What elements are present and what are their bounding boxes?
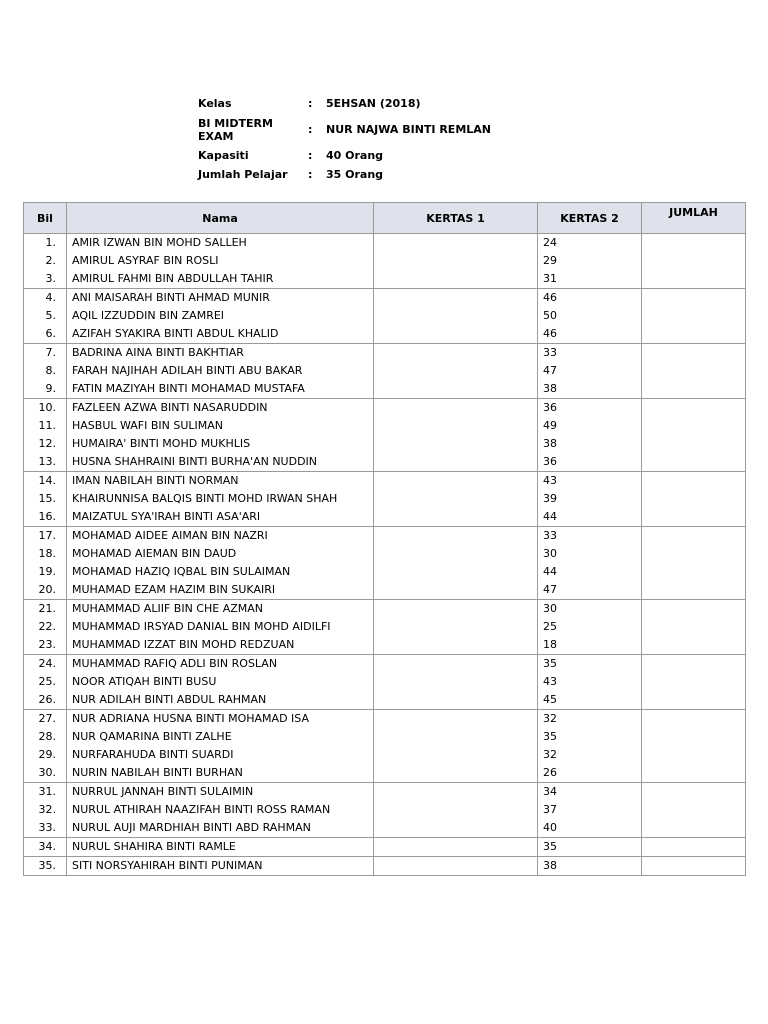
header-kertas2: KERTAS 2 [538, 203, 642, 234]
cell-bil: 16. [24, 508, 67, 527]
cell-nama: FATIN MAZIYAH BINTI MOHAMAD MUSTAFA [67, 380, 374, 399]
cell-nama: AZIFAH SYAKIRA BINTI ABDUL KHALID [67, 325, 374, 344]
marks-table [23, 202, 746, 876]
cell-nama: KHAIRUNNISA BALQIS BINTI MOHD IRWAN SHAH [67, 490, 374, 508]
cell-kertas1 [374, 453, 538, 472]
cell-kertas2: 35 [538, 838, 642, 857]
cell-bil: 12. [24, 435, 67, 453]
cell-nama: HUMAIRA' BINTI MOHD MUKHLIS [67, 435, 374, 453]
table-row [24, 764, 746, 783]
table-row [24, 325, 746, 344]
info-row-jumlah-pelajar [198, 165, 491, 184]
table-row [24, 270, 746, 289]
cell-nama: NURIN NABILAH BINTI BURHAN [67, 764, 374, 783]
table-row [24, 435, 746, 453]
cell-kertas1 [374, 435, 538, 453]
jumlah-pelajar-value: 35 Orang [326, 168, 384, 181]
cell-kertas2: 26 [538, 764, 642, 783]
table-row [24, 362, 746, 380]
cell-jumlah [642, 600, 746, 619]
cell-bil: 29. [24, 746, 67, 764]
cell-jumlah [642, 252, 746, 270]
cell-kertas1 [374, 581, 538, 600]
table-row [24, 307, 746, 325]
cell-kertas1 [374, 545, 538, 563]
cell-kertas2: 46 [538, 289, 642, 308]
cell-nama: SITI NORSYAHIRAH BINTI PUNIMAN [67, 857, 374, 876]
cell-nama: FARAH NAJIHAH ADILAH BINTI ABU BAKAR [67, 362, 374, 380]
cell-jumlah [642, 636, 746, 655]
table-row [24, 728, 746, 746]
cell-kertas2: 18 [538, 636, 642, 655]
cell-kertas2: 45 [538, 691, 642, 710]
table-body [24, 234, 746, 876]
cell-bil: 30. [24, 764, 67, 783]
cell-jumlah [642, 581, 746, 600]
cell-jumlah [642, 325, 746, 344]
cell-nama: NURUL ATHIRAH NAAZIFAH BINTI ROSS RAMAN [67, 801, 374, 819]
cell-kertas1 [374, 399, 538, 418]
cell-kertas1 [374, 691, 538, 710]
cell-bil: 34. [24, 838, 67, 857]
table-row [24, 838, 746, 857]
cell-jumlah [642, 234, 746, 253]
cell-kertas2: 47 [538, 362, 642, 380]
cell-bil: 4. [24, 289, 67, 308]
cell-jumlah [642, 710, 746, 729]
cell-nama: MUHAMAD EZAM HAZIM BIN SUKAIRI [67, 581, 374, 600]
cell-bil: 18. [24, 545, 67, 563]
cell-jumlah [642, 801, 746, 819]
cell-nama: NURRUL JANNAH BINTI SULAIMIN [67, 783, 374, 802]
kelas-value: 5EHSAN (2018) [326, 97, 421, 110]
cell-jumlah [642, 362, 746, 380]
table-row [24, 819, 746, 838]
cell-bil: 20. [24, 581, 67, 600]
cell-bil: 11. [24, 417, 67, 435]
cell-kertas1 [374, 307, 538, 325]
cell-kertas1 [374, 728, 538, 746]
cell-kertas2: 29 [538, 252, 642, 270]
cell-bil: 31. [24, 783, 67, 802]
table-row [24, 600, 746, 619]
exam-label-line2: EXAM [198, 129, 234, 143]
table-row [24, 527, 746, 546]
cell-kertas2: 37 [538, 801, 642, 819]
info-row-kapasiti [198, 146, 491, 165]
cell-nama: NUR ADILAH BINTI ABDUL RAHMAN [67, 691, 374, 710]
exam-label [198, 117, 308, 143]
table-row [24, 252, 746, 270]
table-row [24, 746, 746, 764]
cell-kertas1 [374, 270, 538, 289]
exam-value: NUR NAJWA BINTI REMLAN [326, 123, 491, 136]
cell-jumlah [642, 655, 746, 674]
cell-jumlah [642, 857, 746, 876]
kapasiti-colon: : [308, 149, 313, 162]
class-info [198, 94, 491, 184]
header-kertas1: KERTAS 1 [374, 203, 538, 234]
cell-kertas1 [374, 508, 538, 527]
info-row-kelas [198, 94, 491, 113]
cell-kertas1 [374, 819, 538, 838]
cell-jumlah [642, 490, 746, 508]
cell-bil: 25. [24, 673, 67, 691]
cell-kertas1 [374, 783, 538, 802]
cell-kertas2: 30 [538, 600, 642, 619]
cell-nama: MUHAMMAD IZZAT BIN MOHD REDZUAN [67, 636, 374, 655]
cell-jumlah [642, 453, 746, 472]
cell-kertas1 [374, 490, 538, 508]
cell-nama: AQIL IZZUDDIN BIN ZAMREI [67, 307, 374, 325]
cell-jumlah [642, 563, 746, 581]
table-row [24, 857, 746, 876]
cell-jumlah [642, 472, 746, 491]
cell-bil: 21. [24, 600, 67, 619]
cell-bil: 26. [24, 691, 67, 710]
cell-bil: 13. [24, 453, 67, 472]
table-row [24, 234, 746, 253]
cell-jumlah [642, 270, 746, 289]
cell-bil: 23. [24, 636, 67, 655]
cell-kertas2: 32 [538, 746, 642, 764]
cell-bil: 24. [24, 655, 67, 674]
table-row [24, 472, 746, 491]
table-row [24, 417, 746, 435]
cell-bil: 22. [24, 618, 67, 636]
table-row [24, 508, 746, 527]
cell-bil: 32. [24, 801, 67, 819]
cell-bil: 7. [24, 344, 67, 363]
cell-nama: HUSNA SHAHRAINI BINTI BURHA'AN NUDDIN [67, 453, 374, 472]
cell-kertas2: 38 [538, 857, 642, 876]
info-row-exam [198, 113, 491, 146]
table-row [24, 710, 746, 729]
cell-kertas2: 50 [538, 307, 642, 325]
cell-jumlah [642, 783, 746, 802]
cell-bil: 19. [24, 563, 67, 581]
cell-jumlah [642, 728, 746, 746]
cell-jumlah [642, 764, 746, 783]
table-row [24, 289, 746, 308]
cell-bil: 9. [24, 380, 67, 399]
cell-kertas2: 40 [538, 819, 642, 838]
kelas-label: Kelas [198, 97, 232, 110]
cell-kertas2: 43 [538, 472, 642, 491]
cell-nama: NURUL SHAHIRA BINTI RAMLE [67, 838, 374, 857]
cell-nama: NOOR ATIQAH BINTI BUSU [67, 673, 374, 691]
cell-bil: 27. [24, 710, 67, 729]
cell-jumlah [642, 673, 746, 691]
cell-bil: 8. [24, 362, 67, 380]
cell-jumlah [642, 545, 746, 563]
header-bil: Bil [24, 203, 67, 234]
cell-kertas1 [374, 710, 538, 729]
cell-jumlah [642, 344, 746, 363]
cell-jumlah [642, 399, 746, 418]
cell-kertas1 [374, 417, 538, 435]
kelas-colon: : [308, 97, 313, 110]
cell-kertas1 [374, 563, 538, 581]
cell-kertas1 [374, 380, 538, 399]
cell-nama: MUHAMMAD ALIIF BIN CHE AZMAN [67, 600, 374, 619]
table-row [24, 801, 746, 819]
cell-kertas2: 46 [538, 325, 642, 344]
cell-nama: MOHAMAD HAZIQ IQBAL BIN SULAIMAN [67, 563, 374, 581]
cell-bil: 5. [24, 307, 67, 325]
cell-bil: 10. [24, 399, 67, 418]
cell-jumlah [642, 691, 746, 710]
cell-kertas1 [374, 838, 538, 857]
table-row [24, 563, 746, 581]
cell-kertas2: 38 [538, 380, 642, 399]
table-row [24, 581, 746, 600]
cell-nama: HASBUL WAFI BIN SULIMAN [67, 417, 374, 435]
cell-jumlah [642, 508, 746, 527]
cell-kertas2: 24 [538, 234, 642, 253]
cell-bil: 33. [24, 819, 67, 838]
cell-kertas2: 36 [538, 399, 642, 418]
cell-kertas1 [374, 472, 538, 491]
table-row [24, 380, 746, 399]
cell-nama: ANI MAISARAH BINTI AHMAD MUNIR [67, 289, 374, 308]
cell-bil: 28. [24, 728, 67, 746]
cell-jumlah [642, 417, 746, 435]
kapasiti-value: 40 Orang [326, 149, 384, 162]
cell-nama: MUHAMMAD IRSYAD DANIAL BIN MOHD AIDILFI [67, 618, 374, 636]
table-row [24, 399, 746, 418]
cell-nama: IMAN NABILAH BINTI NORMAN [67, 472, 374, 491]
cell-bil: 17. [24, 527, 67, 546]
cell-kertas2: 44 [538, 508, 642, 527]
cell-kertas1 [374, 344, 538, 363]
table-row [24, 490, 746, 508]
cell-nama: MOHAMAD AIEMAN BIN DAUD [67, 545, 374, 563]
kapasiti-label: Kapasiti [198, 149, 249, 162]
cell-nama: NURUL AUJI MARDHIAH BINTI ABD RAHMAN [67, 819, 374, 838]
cell-kertas1 [374, 618, 538, 636]
cell-bil: 35. [24, 857, 67, 876]
table-row [24, 545, 746, 563]
cell-bil: 3. [24, 270, 67, 289]
cell-nama: NUR QAMARINA BINTI ZALHE [67, 728, 374, 746]
cell-kertas2: 30 [538, 545, 642, 563]
cell-nama: AMIR IZWAN BIN MOHD SALLEH [67, 234, 374, 253]
jumlah-pelajar-colon: : [308, 168, 313, 181]
table-row [24, 691, 746, 710]
cell-bil: 6. [24, 325, 67, 344]
cell-jumlah [642, 435, 746, 453]
cell-jumlah [642, 838, 746, 857]
cell-jumlah [642, 380, 746, 399]
cell-kertas2: 35 [538, 728, 642, 746]
cell-jumlah [642, 746, 746, 764]
cell-bil: 14. [24, 472, 67, 491]
cell-bil: 2. [24, 252, 67, 270]
cell-kertas1 [374, 362, 538, 380]
cell-nama: NURFARAHUDA BINTI SUARDI [67, 746, 374, 764]
cell-bil: 1. [24, 234, 67, 253]
cell-kertas1 [374, 801, 538, 819]
table-row [24, 655, 746, 674]
cell-jumlah [642, 819, 746, 838]
cell-nama: MOHAMAD AIDEE AIMAN BIN NAZRI [67, 527, 374, 546]
cell-kertas2: 36 [538, 453, 642, 472]
cell-kertas1 [374, 857, 538, 876]
cell-kertas2: 33 [538, 527, 642, 546]
cell-jumlah [642, 307, 746, 325]
cell-kertas2: 43 [538, 673, 642, 691]
cell-kertas1 [374, 764, 538, 783]
cell-kertas1 [374, 234, 538, 253]
table-row [24, 453, 746, 472]
table-row [24, 673, 746, 691]
cell-kertas1 [374, 673, 538, 691]
cell-kertas2: 38 [538, 435, 642, 453]
cell-kertas2: 33 [538, 344, 642, 363]
table-header-row [24, 203, 746, 234]
cell-bil: 15. [24, 490, 67, 508]
cell-kertas1 [374, 527, 538, 546]
cell-kertas2: 39 [538, 490, 642, 508]
cell-kertas1 [374, 600, 538, 619]
cell-kertas2: 31 [538, 270, 642, 289]
table-row [24, 344, 746, 363]
cell-nama: AMIRUL ASYRAF BIN ROSLI [67, 252, 374, 270]
cell-kertas1 [374, 289, 538, 308]
jumlah-pelajar-label: Jumlah Pelajar [198, 168, 288, 181]
header-nama: Nama [67, 203, 374, 234]
cell-jumlah [642, 618, 746, 636]
cell-nama: NUR ADRIANA HUSNA BINTI MOHAMAD ISA [67, 710, 374, 729]
table-row [24, 636, 746, 655]
exam-colon: : [308, 123, 313, 136]
cell-kertas2: 47 [538, 581, 642, 600]
cell-kertas1 [374, 252, 538, 270]
table-row [24, 783, 746, 802]
cell-kertas2: 25 [538, 618, 642, 636]
cell-nama: MUHAMMAD RAFIQ ADLI BIN ROSLAN [67, 655, 374, 674]
cell-kertas2: 44 [538, 563, 642, 581]
cell-kertas2: 49 [538, 417, 642, 435]
exam-label-line1: BI MIDTERM [198, 116, 273, 130]
cell-jumlah [642, 289, 746, 308]
table-row [24, 618, 746, 636]
cell-nama: FAZLEEN AZWA BINTI NASARUDDIN [67, 399, 374, 418]
cell-kertas2: 35 [538, 655, 642, 674]
cell-kertas2: 34 [538, 783, 642, 802]
cell-kertas2: 32 [538, 710, 642, 729]
cell-nama: BADRINA AINA BINTI BAKHTIAR [67, 344, 374, 363]
cell-jumlah [642, 527, 746, 546]
cell-nama: AMIRUL FAHMI BIN ABDULLAH TAHIR [67, 270, 374, 289]
cell-kertas1 [374, 636, 538, 655]
cell-kertas1 [374, 655, 538, 674]
cell-kertas1 [374, 325, 538, 344]
cell-nama: MAIZATUL SYA'IRAH BINTI ASA'ARI [67, 508, 374, 527]
header-jumlah: JUMLAH [642, 203, 746, 234]
cell-kertas1 [374, 746, 538, 764]
